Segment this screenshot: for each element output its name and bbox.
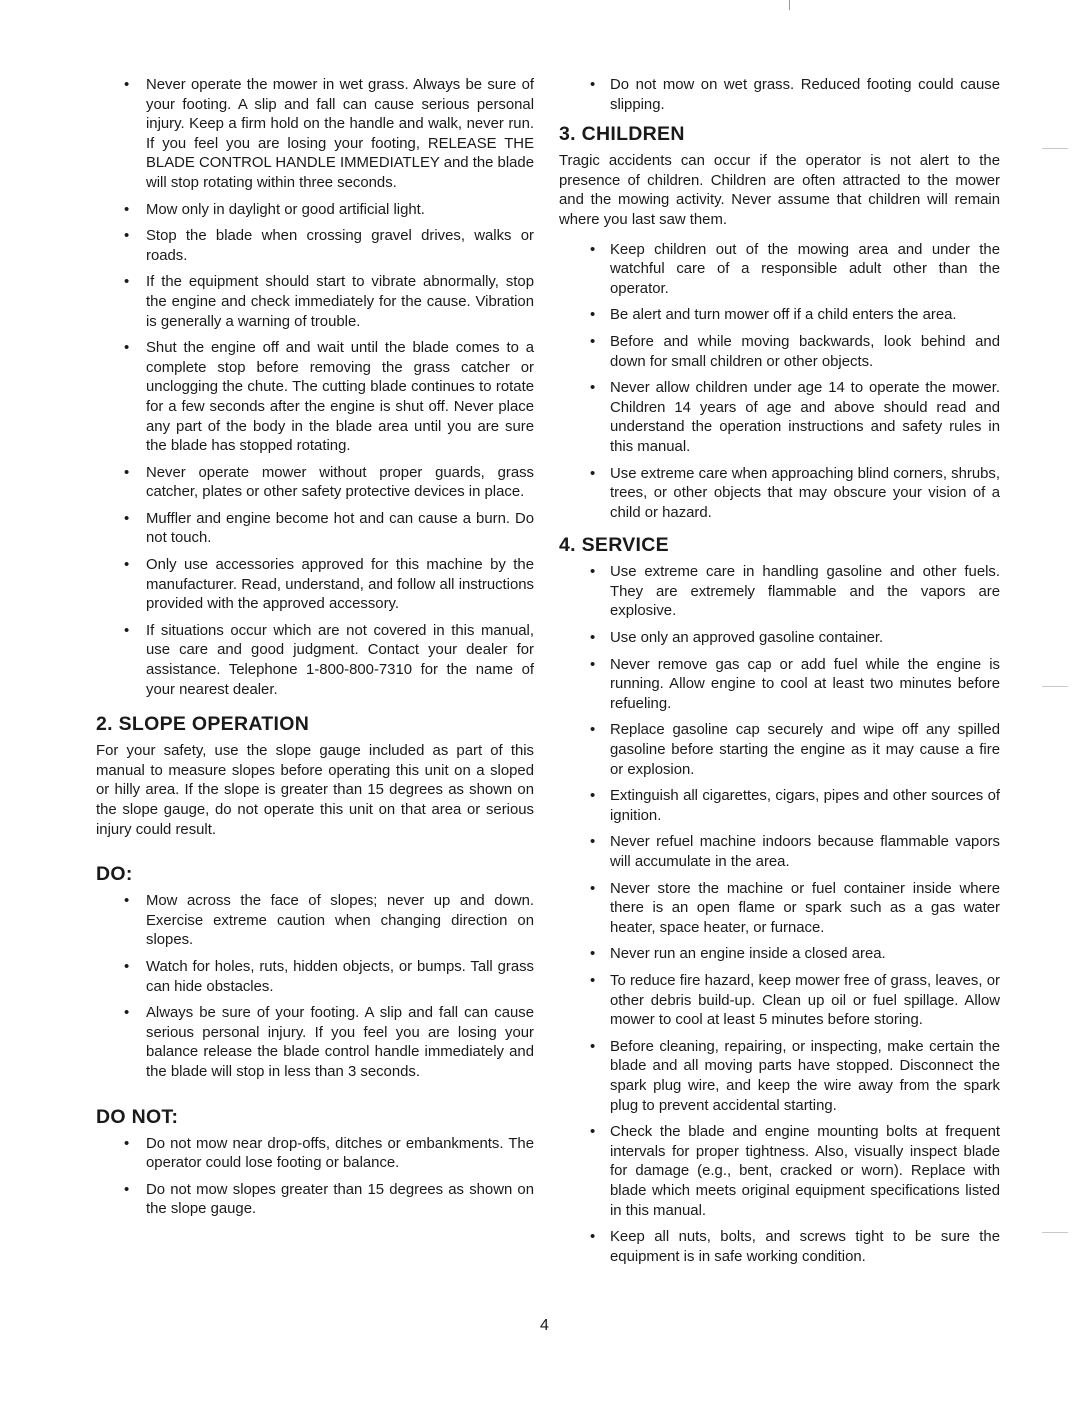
list-item: • Never allow children under age 14 to operate the mower. Children 14 years of age and above should read and understand the operation instructions and safety rules in this manual. [559, 379, 1000, 457]
list-item: • Muffler and engine become hot and can cause a burn. Do not touch. [96, 510, 534, 549]
right-column [559, 76, 1000, 1274]
list-item: • Never operate mower without proper guards, grass catcher, plates or other safety protective devices in place. [96, 464, 534, 503]
slope-operation-heading: 2. SLOPE OPERATION [96, 713, 310, 736]
do-not-heading: DO NOT: [96, 1105, 179, 1128]
list-item: • Mow only in daylight or good artificial light. [96, 201, 534, 221]
scan-mark [1042, 686, 1068, 687]
service-heading: 4. SERVICE [559, 534, 669, 557]
list-item: • Never refuel machine indoors because flammable vapors will accumulate in the area. [559, 833, 1000, 872]
children-heading: 3. CHILDREN [559, 123, 685, 146]
list-item: • Only use accessories approved for this machine by the manufacturer. Read, understand, and follow all instructions provided with the approved accessory. [96, 556, 534, 615]
left-column [96, 76, 534, 1227]
list-item: • Do not mow slopes greater than 15 degrees as shown on the slope gauge. [96, 1181, 534, 1220]
list-item: • To reduce fire hazard, keep mower free of grass, leaves, or other debris build-up. Clean up oil or fuel spillage. Allow mower to cool at least 5 minutes before storing. [559, 972, 1000, 1031]
do-not-list [96, 1135, 534, 1220]
list-item: • Mow across the face of slopes; never up and down. Exercise extreme caution when changing direction on slopes. [96, 892, 534, 951]
list-item: • Watch for holes, ruts, hidden objects, or bumps. Tall grass can hide obstacles. [96, 958, 534, 997]
list-item: • Use extreme care when approaching blind corners, shrubs, trees, or other objects that may obscure your vision of a child or hazard. [559, 465, 1000, 524]
page-number: 4 [540, 1317, 549, 1334]
children-list [559, 241, 1000, 524]
list-item: • Do not mow near drop-offs, ditches or embankments. The operator could lose footing or balance. [96, 1135, 534, 1174]
list-item: • Never remove gas cap or add fuel while the engine is running. Allow engine to cool at least two minutes before refueling. [559, 656, 1000, 715]
do-list [96, 892, 534, 1082]
scan-mark [789, 0, 790, 10]
scan-mark [1042, 148, 1068, 149]
list-item: • Use extreme care in handling gasoline and other fuels. They are extremely flammable and the vapors are explosive. [559, 563, 1000, 622]
list-item: • Never run an engine inside a closed area. [559, 945, 1000, 965]
list-item: • Check the blade and engine mounting bolts at frequent intervals for proper tightness. Also, visually inspect blade for damage (e.g., bent, cracked or worn). Replace with blade which meets original equipment specifications listed in this manual. [559, 1123, 1000, 1221]
list-item: • If the equipment should start to vibrate abnormally, stop the engine and check immediately for the cause. Vibration is generally a warning of trouble. [96, 273, 534, 332]
list-item: • Keep all nuts, bolts, and screws tight to be sure the equipment is in safe working condition. [559, 1228, 1000, 1267]
wet-grass-list [559, 76, 1000, 115]
list-item: • Never operate the mower in wet grass. Always be sure of your footing. A slip and fall can cause serious personal injury. Keep a firm hold on the handle and walk, never run. If you feel you are losing your footing, RELEASE THE BLADE CONTROL HANDLE IMMEDIATLEY and the blade will stop rotating within three seconds. [96, 76, 534, 194]
list-item: • Stop the blade when crossing gravel drives, walks or roads. [96, 227, 534, 266]
list-item: • Extinguish all cigarettes, cigars, pipes and other sources of ignition. [559, 787, 1000, 826]
list-item: • Be alert and turn mower off if a child enters the area. [559, 306, 1000, 326]
scan-mark [1042, 1232, 1068, 1233]
list-item: • Shut the engine off and wait until the blade comes to a complete stop before removing the grass catcher or unclogging the chute. The cutting blade continues to rotate for a few seconds after the engine is shut off. Never place any part of the body in the blade area until you are sure the blade has stopped rotating. [96, 339, 534, 457]
do-heading: DO: [96, 863, 133, 886]
list-item: • Before and while moving backwards, look behind and down for small children or other objects. [559, 333, 1000, 372]
service-list [559, 563, 1000, 1267]
list-item: • Keep children out of the mowing area and under the watchful care of a responsible adult other than the operator. [559, 241, 1000, 300]
list-item: • Never store the machine or fuel container inside where there is an open flame or spark such as a gas water heater, space heater, or furnace. [559, 880, 1000, 939]
children-intro: Tragic accidents can occur if the operator is not alert to the presence of children. Children are often attracted to the mower and the mowing activity. Never assume that children will remain where you last saw them. [559, 153, 1000, 228]
list-item: • Do not mow on wet grass. Reduced footing could cause slipping. [559, 76, 1000, 115]
slope-operation-intro: For your safety, use the slope gauge included as part of this manual to measure slopes before operating this unit on a sloped or hilly area. If the slope is greater than 15 degrees as shown on the slope gauge, do not operate this unit on that area or serious injury could result. [96, 743, 534, 838]
list-item: • Before cleaning, repairing, or inspecting, make certain the blade and all moving parts have stopped. Disconnect the spark plug wire, and keep the wire away from the spark plug to prevent accidental starting. [559, 1038, 1000, 1116]
list-item: • Replace gasoline cap securely and wipe off any spilled gasoline before starting the engine as it may cause a fire or explosion. [559, 721, 1000, 780]
general-safety-list [96, 76, 534, 700]
list-item: • Always be sure of your footing. A slip and fall can cause serious personal injury. If you feel you are losing your balance release the blade control handle immediately and the blade will stop in less than 3 seconds. [96, 1004, 534, 1082]
list-item: • If situations occur which are not covered in this manual, use care and good judgment. Contact your dealer for assistance. Telephone 1-800-800-7310 for the name of your nearest dealer. [96, 622, 534, 700]
list-item: • Use only an approved gasoline container. [559, 629, 1000, 649]
